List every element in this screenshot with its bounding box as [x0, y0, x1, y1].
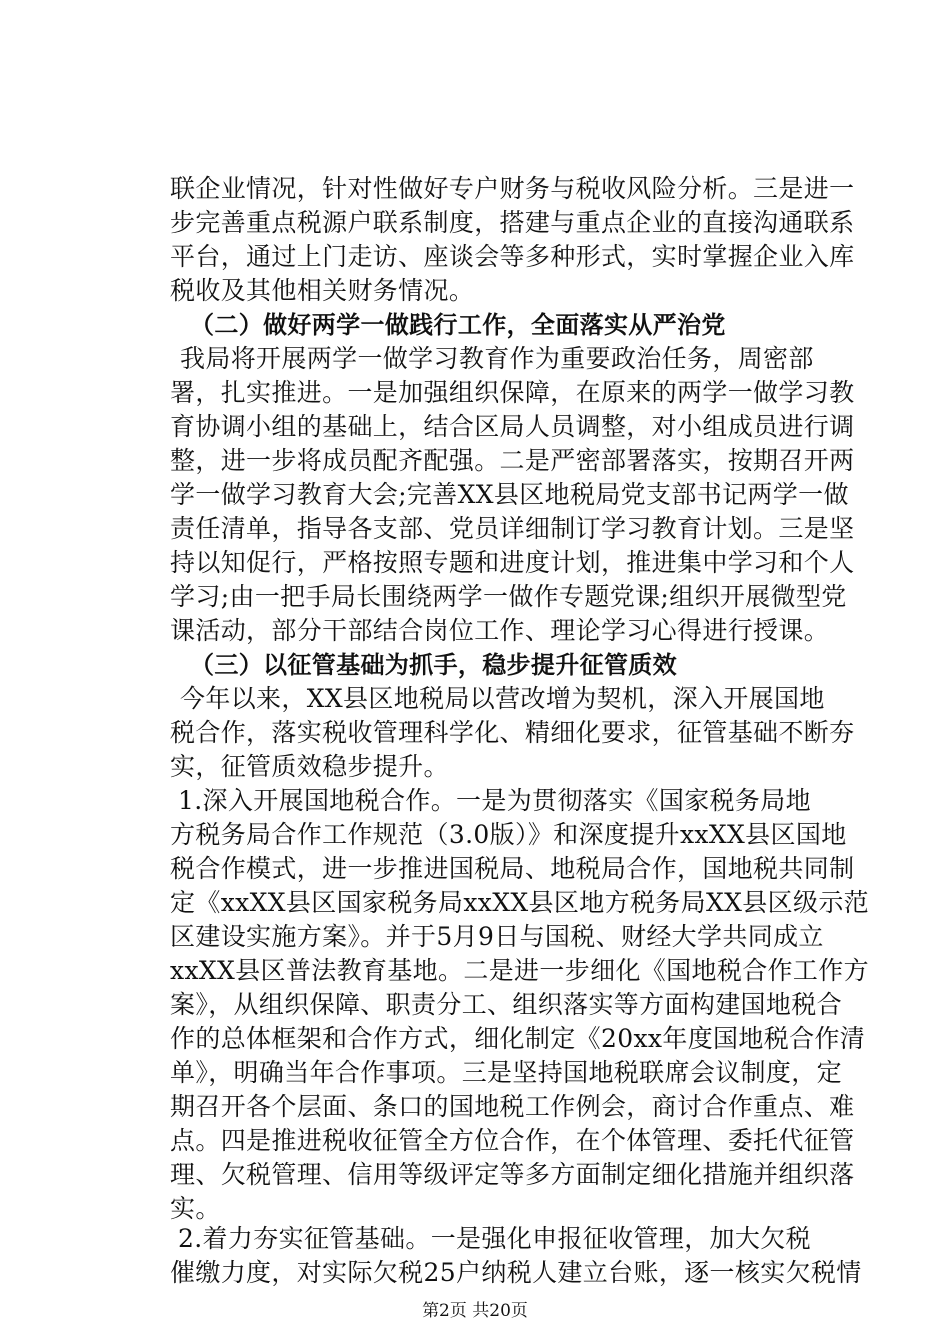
section-heading: （二）做好两学一做践行工作，全面落实从严治党 — [190, 311, 726, 339]
text-line: xxXX县区普法教育基地。二是进一步细化《国地税合作工作方 — [170, 956, 869, 985]
text-line: 实，征管质效稳步提升。 — [170, 752, 449, 781]
text-line: 税合作，落实税收管理科学化、精细化要求，征管基础不断夯 — [170, 718, 855, 747]
text-line: 作的总体框架和合作方式，细化制定《20xx年度国地税合作清 — [170, 1024, 866, 1053]
text-line: 署，扎实推进。一是加强组织保障，在原来的两学一做学习教 — [170, 378, 855, 407]
page-number-footer: 第2页 共20页 — [422, 1301, 528, 1321]
text-line: 区建设实施方案》。并于5月9日与国税、财经大学共同成立 — [170, 922, 824, 951]
text-line: 整，进一步将成员配齐配强。二是严密部署落实，按期召开两 — [170, 446, 855, 475]
text-line: 责任清单，指导各支部、党员详细制订学习教育计划。三是坚 — [170, 514, 855, 543]
text-line: 平台，通过上门走访、座谈会等多种形式，实时掌握企业入库 — [170, 242, 855, 271]
text-line: 催缴力度，对实际欠税25户纳税人建立台账，逐一核实欠税情 — [170, 1258, 862, 1287]
text-line: 1.深入开展国地税合作。一是为贯彻落实《国家税务局地 — [178, 786, 811, 815]
text-line: 理、欠税管理、信用等级评定等多方面制定细化措施并组织落 — [170, 1160, 855, 1189]
section-heading: （三）以征管基础为抓手，稳步提升征管质效 — [190, 651, 677, 679]
text-line: 税合作模式，进一步推进国税局、地税局合作，国地税共同制 — [170, 854, 855, 883]
text-line: 今年以来，XX县区地税局以营改增为契机，深入开展国地 — [180, 684, 825, 713]
text-line: 实。 — [170, 1194, 221, 1223]
text-line: 单》，明确当年合作事项。三是坚持国地税联席会议制度，定 — [170, 1058, 842, 1087]
text-line: 方税务局合作工作规范（3.0版）》和深度提升xxXX县区国地 — [170, 820, 847, 849]
text-line: 点。四是推进税收征管全方位合作，在个体管理、委托代征管 — [170, 1126, 855, 1155]
text-line: 联企业情况，针对性做好专户财务与税收风险分析。三是进一 — [170, 174, 855, 203]
text-line: 税收及其他相关财务情况。 — [170, 276, 475, 305]
text-line: 持以知促行，严格按照专题和进度计划，推进集中学习和个人 — [170, 548, 855, 577]
text-line: 期召开各个层面、条口的国地税工作例会，商讨合作重点、难 — [170, 1092, 855, 1121]
text-line: 课活动，部分干部结合岗位工作、理论学习心得进行授课。 — [170, 616, 830, 645]
text-line: 学一做学习教育大会;完善XX县区地税局党支部书记两学一做 — [170, 480, 849, 509]
text-line: 育协调小组的基础上，结合区局人员调整，对小组成员进行调 — [170, 412, 855, 441]
text-line: 定《xxXX县区国家税务局xxXX县区地方税务局XX县区级示范 — [170, 888, 870, 917]
text-line: 步完善重点税源户联系制度，搭建与重点企业的直接沟通联系 — [170, 208, 855, 237]
text-line: 2.着力夯实征管基础。一是强化申报征收管理，加大欠税 — [178, 1224, 811, 1253]
text-line: 我局将开展两学一做学习教育作为重要政治任务，周密部 — [180, 344, 814, 373]
text-line: 案》，从组织保障、职责分工、组织落实等方面构建国地税合 — [170, 990, 842, 1019]
text-line: 学习;由一把手局长围绕两学一做作专题党课;组织开展微型党 — [170, 582, 847, 611]
